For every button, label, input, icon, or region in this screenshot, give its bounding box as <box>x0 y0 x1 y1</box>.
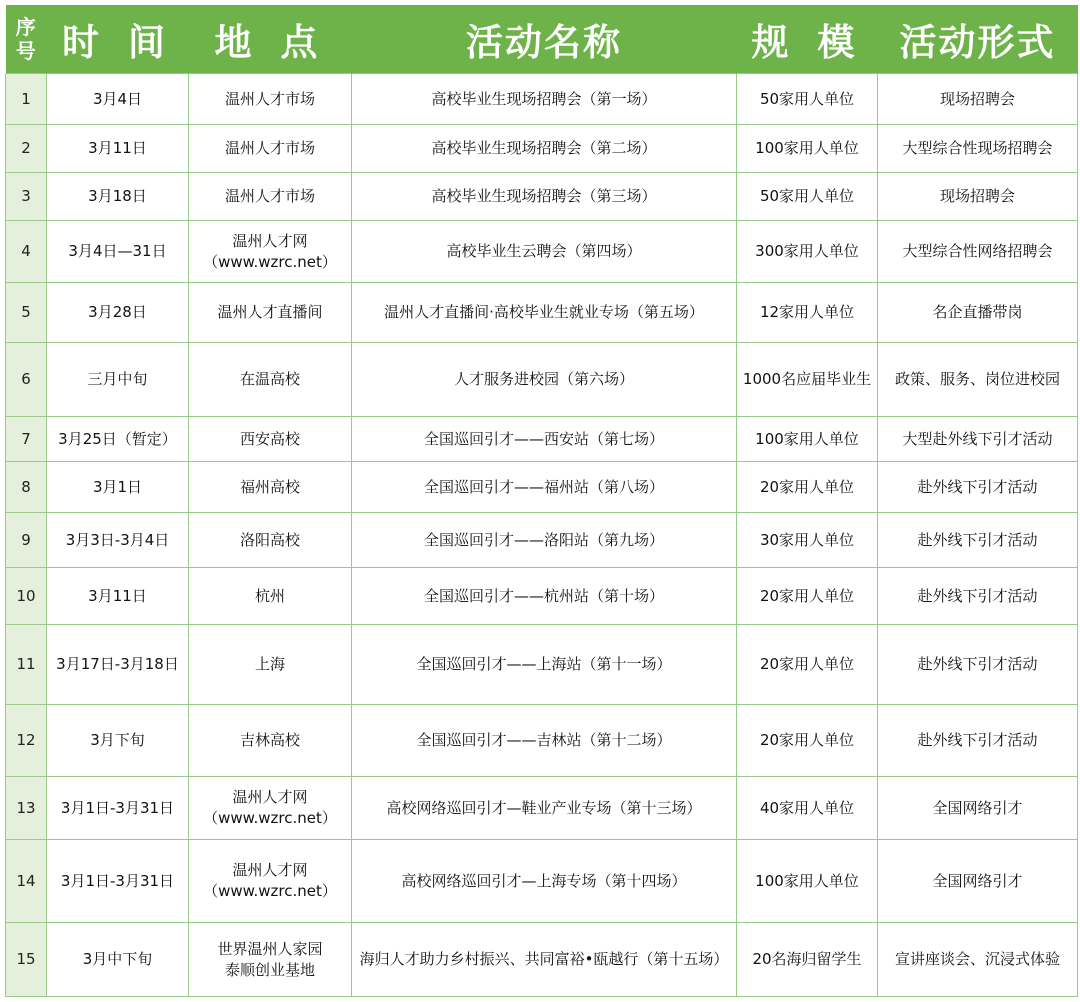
row-activity-form: 现场招聘会 <box>878 74 1078 125</box>
row-scale: 12家用人单位 <box>737 283 878 343</box>
row-location <box>189 840 352 923</box>
row-location <box>189 283 352 343</box>
row-location-line: 泰顺创业基地 <box>224 960 315 979</box>
row-time: 3月25日（暂定） <box>47 417 189 462</box>
row-activity-name: 全国巡回引才——福州站（第八场） <box>352 462 737 513</box>
row-activity-name: 海归人才助力乡村振兴、共同富裕•瓯越行（第十五场） <box>352 923 737 997</box>
row-location <box>189 462 352 513</box>
row-location-line: 福州高校 <box>239 477 300 496</box>
row-activity-form: 宣讲座谈会、沉浸式体验 <box>878 923 1078 997</box>
row-index: 9 <box>6 513 47 568</box>
row-location-line: （www.wzrc.net） <box>203 809 337 827</box>
row-activity-name: 高校网络巡回引才—鞋业产业专场（第十三场） <box>352 777 737 840</box>
row-activity-name: 高校毕业生云聘会（第四场） <box>352 221 737 283</box>
table-row <box>6 923 1078 997</box>
row-location <box>189 74 352 125</box>
row-location-line: 世界温州人家园 <box>217 939 323 958</box>
row-location <box>189 568 352 625</box>
row-location-line: 温州人才直播间 <box>217 303 323 321</box>
row-scale: 100家用人单位 <box>737 840 878 923</box>
row-activity-name: 全国巡回引才——杭州站（第十场） <box>352 568 737 625</box>
row-location-line: 温州人才网 <box>232 231 308 250</box>
row-location-line: 温州人才市场 <box>224 139 315 157</box>
row-time: 3月4日 <box>47 74 189 125</box>
row-location-line: 温州人才网 <box>232 788 308 806</box>
row-activity-name: 高校毕业生现场招聘会（第一场） <box>352 74 737 125</box>
row-scale: 20家用人单位 <box>737 568 878 625</box>
row-scale: 30家用人单位 <box>737 513 878 568</box>
row-index: 8 <box>6 462 47 513</box>
table-row <box>6 568 1078 625</box>
row-index: 6 <box>6 343 47 417</box>
row-scale: 100家用人单位 <box>737 125 878 173</box>
row-activity-form: 政策、服务、岗位进校园 <box>878 343 1078 417</box>
row-location <box>189 173 352 221</box>
header-index-top: 序 <box>15 15 36 39</box>
table-row <box>6 625 1078 705</box>
row-index: 7 <box>6 417 47 462</box>
row-activity-form: 赴外线下引才活动 <box>878 513 1078 568</box>
table-header <box>6 5 1078 74</box>
header-time: 时 间 <box>47 5 189 74</box>
row-time: 三月中旬 <box>47 343 189 417</box>
row-activity-name: 人才服务进校园（第六场） <box>352 343 737 417</box>
row-activity-name: 高校毕业生现场招聘会（第三场） <box>352 173 737 221</box>
row-activity-name: 温州人才直播间·高校毕业生就业专场（第五场） <box>352 283 737 343</box>
header-activity-name: 活动名称 <box>352 5 737 74</box>
row-location-line: （www.wzrc.net） <box>203 882 337 900</box>
row-index: 5 <box>6 283 47 343</box>
row-activity-name: 全国巡回引才——洛阳站（第九场） <box>352 513 737 568</box>
row-time: 3月17日-3月18日 <box>47 625 189 705</box>
header-activity-form: 活动形式 <box>878 5 1078 74</box>
row-index: 14 <box>6 840 47 923</box>
row-activity-form: 大型综合性现场招聘会 <box>878 125 1078 173</box>
row-activity-form: 赴外线下引才活动 <box>878 705 1078 777</box>
row-scale: 300家用人单位 <box>737 221 878 283</box>
row-location-line: 洛阳高校 <box>239 530 300 549</box>
row-activity-form: 现场招聘会 <box>878 173 1078 221</box>
row-location <box>189 417 352 462</box>
table-row <box>6 221 1078 283</box>
row-activity-name: 全国巡回引才——上海站（第十一场） <box>352 625 737 705</box>
row-index: 1 <box>6 74 47 125</box>
row-scale: 20名海归留学生 <box>737 923 878 997</box>
row-location-line: 杭州 <box>254 586 285 605</box>
row-time: 3月1日-3月31日 <box>47 777 189 840</box>
header-location: 地 点 <box>189 5 352 74</box>
table-row <box>6 417 1078 462</box>
row-index: 2 <box>6 125 47 173</box>
row-scale: 50家用人单位 <box>737 173 878 221</box>
row-time: 3月1日 <box>47 462 189 513</box>
header-scale: 规 模 <box>737 5 878 74</box>
row-location <box>189 343 352 417</box>
row-scale: 50家用人单位 <box>737 74 878 125</box>
table-row <box>6 513 1078 568</box>
row-time: 3月4日—31日 <box>47 221 189 283</box>
row-index: 3 <box>6 173 47 221</box>
row-index: 12 <box>6 705 47 777</box>
row-index: 11 <box>6 625 47 705</box>
header-index-bottom: 号 <box>15 39 36 63</box>
row-location-line: 温州人才市场 <box>224 89 315 108</box>
row-time: 3月3日-3月4日 <box>47 513 189 568</box>
row-index: 13 <box>6 777 47 840</box>
row-location <box>189 221 352 283</box>
row-index: 15 <box>6 923 47 997</box>
row-time: 3月11日 <box>47 125 189 173</box>
table-row <box>6 705 1078 777</box>
row-activity-form: 赴外线下引才活动 <box>878 625 1078 705</box>
row-scale: 1000名应届毕业生 <box>737 343 878 417</box>
row-activity-form: 名企直播带岗 <box>878 283 1078 343</box>
row-activity-name: 全国巡回引才——西安站（第七场） <box>352 417 737 462</box>
row-activity-name: 全国巡回引才——吉林站（第十二场） <box>352 705 737 777</box>
row-time: 3月中下旬 <box>47 923 189 997</box>
row-scale: 20家用人单位 <box>737 625 878 705</box>
row-index: 10 <box>6 568 47 625</box>
row-scale: 100家用人单位 <box>737 417 878 462</box>
row-index: 4 <box>6 221 47 283</box>
table-row <box>6 74 1078 125</box>
row-location <box>189 513 352 568</box>
row-activity-form: 赴外线下引才活动 <box>878 462 1078 513</box>
table-row <box>6 173 1078 221</box>
row-location <box>189 923 352 997</box>
row-activity-form: 大型综合性网络招聘会 <box>878 221 1078 283</box>
table-body <box>6 74 1078 997</box>
row-time: 3月28日 <box>47 283 189 343</box>
row-location <box>189 625 352 705</box>
row-activity-form: 大型赴外线下引才活动 <box>878 417 1078 462</box>
row-activity-form: 全国网络引才 <box>878 840 1078 923</box>
row-time: 3月18日 <box>47 173 189 221</box>
row-location-line: 上海 <box>254 655 285 673</box>
row-time: 3月1日-3月31日 <box>47 840 189 923</box>
row-activity-form: 赴外线下引才活动 <box>878 568 1078 625</box>
header-index <box>6 5 47 74</box>
row-scale: 20家用人单位 <box>737 462 878 513</box>
table-row <box>6 283 1078 343</box>
row-location-line: 在温高校 <box>239 370 300 388</box>
table-row <box>6 343 1078 417</box>
table-row <box>6 125 1078 173</box>
schedule-table-container <box>5 5 1077 998</box>
row-time: 3月下旬 <box>47 705 189 777</box>
row-activity-name: 高校毕业生现场招聘会（第二场） <box>352 125 737 173</box>
row-location-line: 温州人才网 <box>232 861 308 879</box>
row-scale: 40家用人单位 <box>737 777 878 840</box>
row-activity-form: 全国网络引才 <box>878 777 1078 840</box>
schedule-table <box>5 5 1078 997</box>
row-activity-name: 高校网络巡回引才—上海专场（第十四场） <box>352 840 737 923</box>
row-location-line: 西安高校 <box>239 429 300 448</box>
row-time: 3月11日 <box>47 568 189 625</box>
row-location <box>189 125 352 173</box>
row-location-line: 温州人才市场 <box>224 187 315 205</box>
row-location-line: 吉林高校 <box>239 731 300 749</box>
row-scale: 20家用人单位 <box>737 705 878 777</box>
table-row <box>6 840 1078 923</box>
row-location <box>189 777 352 840</box>
table-row <box>6 462 1078 513</box>
row-location <box>189 705 352 777</box>
row-location-line: （www.wzrc.net） <box>203 252 337 271</box>
table-row <box>6 777 1078 840</box>
